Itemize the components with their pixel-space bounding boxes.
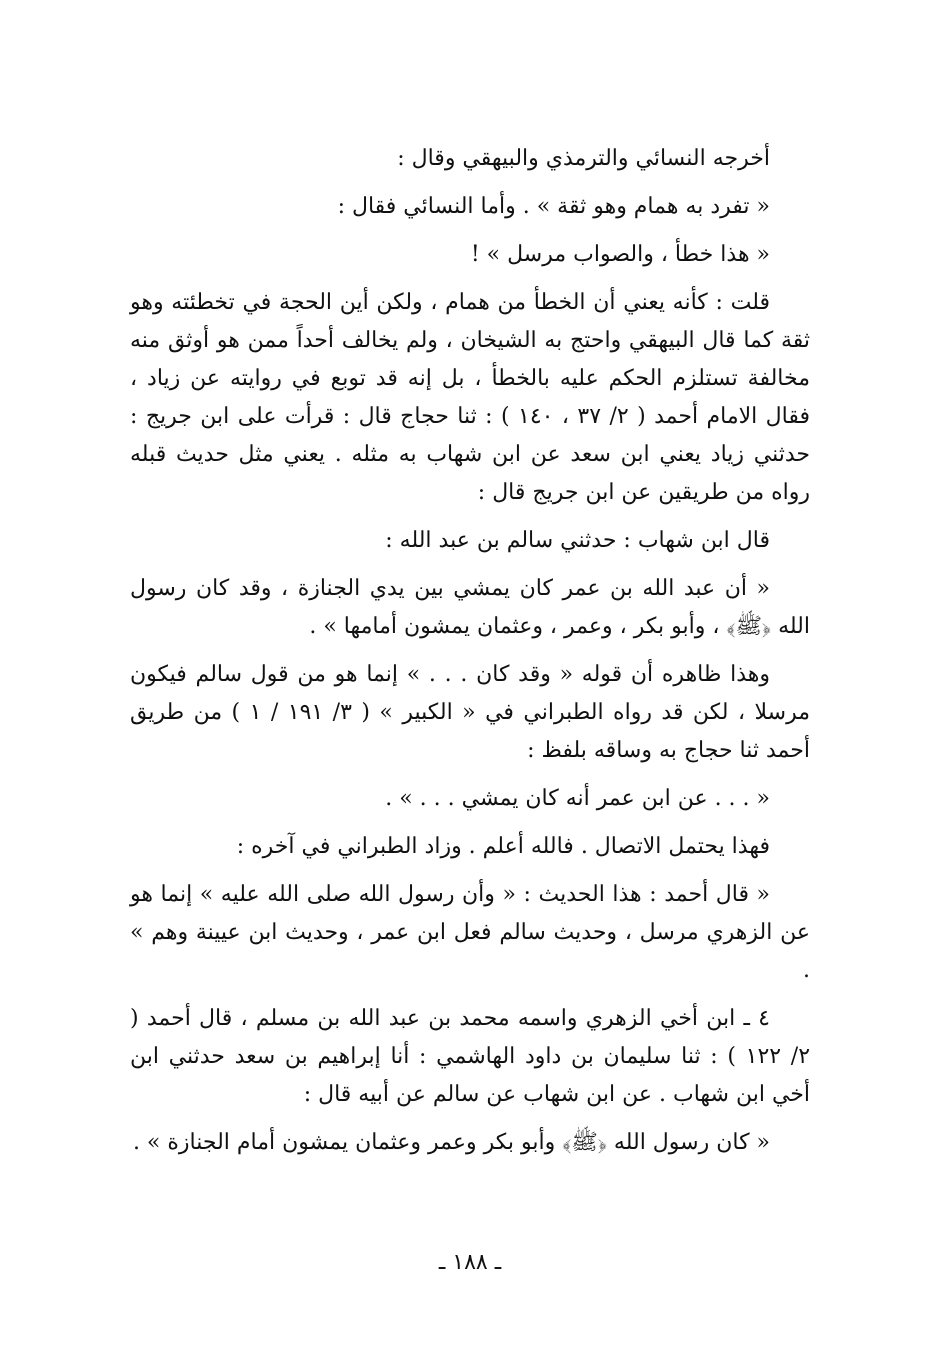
page-number: ـ ١٨٨ ـ (438, 1250, 502, 1275)
paragraph-8: « . . . عن ابن عمر أنه كان يمشي . . . » . (385, 786, 770, 811)
paragraph-5: قال ابن شهاب : حدثني سالم بن عبد الله : (385, 528, 770, 553)
paragraph-2: « تفرد به همام وهو ثقة » . وأما النسائي فقال : (337, 194, 770, 219)
paragraph-3: « هذا خطأ ، والصواب مرسل » ! (470, 242, 770, 267)
paragraph-9: فهذا يحتمل الاتصال . فالله أعلم . وزاد الطبراني في آخره : (236, 834, 770, 859)
paragraph-4: قلت : كأنه يعني أن الخطأ من همام ، ولكن أين الحجة في تخطئته وهو ثقة كما قال البيهقي واحتج به الشيخان ، ولم يخالف أحداً ممن هو أوثق منه مخالفة تستلزم الحكم عليه بالخطأ ، بل إنه قد توبع في روايته عن زياد ، فقال الامام أحمد ( ٢/ ٣٧ ، ١٤٠ ) : ثنا حجاج قال : قرأت على ابن جريج : حدثني زياد يعني ابن سعد عن ابن شهاب به مثله . يعني مثل حديث قبله رواه من طريقين عن ابن جريج قال : (130, 290, 811, 505)
paragraph-7: وهذا ظاهره أن قوله « وقد كان . . . » إنما هو من قول سالم فيكون مرسلا ، لكن قد رواه الطبراني في « الكبير » ( ٣/ ١٩١ / ١ ) من طريق أحمد ثنا حجاج به وساقه بلفظ : (130, 662, 811, 763)
paragraph-10: « قال أحمد : هذا الحديث : « وأن رسول الله صلى الله عليه » إنما هو عن الزهري مرسل ، وحديث سالم فعل ابن عمر ، وحديث ابن عيينة وهم » . (130, 882, 810, 983)
paragraph-11: ٤ ـ ابن أخي الزهري واسمه محمد بن عبد الله بن مسلم ، قال أحمد ( ٢/ ١٢٢ ) : ثنا سليمان بن داود الهاشمي : أنا إبراهيم بن سعد حدثني ابن أخي ابن شهاب . عن ابن شهاب عن سالم عن أبيه قال : (130, 1006, 811, 1107)
paragraph-6: « أن عبد الله بن عمر كان يمشي بين يدي الجنازة ، وقد كان رسول الله ﴿ﷺ﴾ ، وأبو بكر ، وعمر ، وعثمان يمشون أمامها » . (130, 576, 810, 639)
paragraph-12: « كان رسول الله ﴿ﷺ﴾ وأبو بكر وعمر وعثمان يمشون أمام الجنازة » . (132, 1130, 770, 1155)
paragraph-1: أخرجه النسائي والترمذي والبيهقي وقال : (397, 146, 770, 171)
page-body (130, 140, 810, 1172)
